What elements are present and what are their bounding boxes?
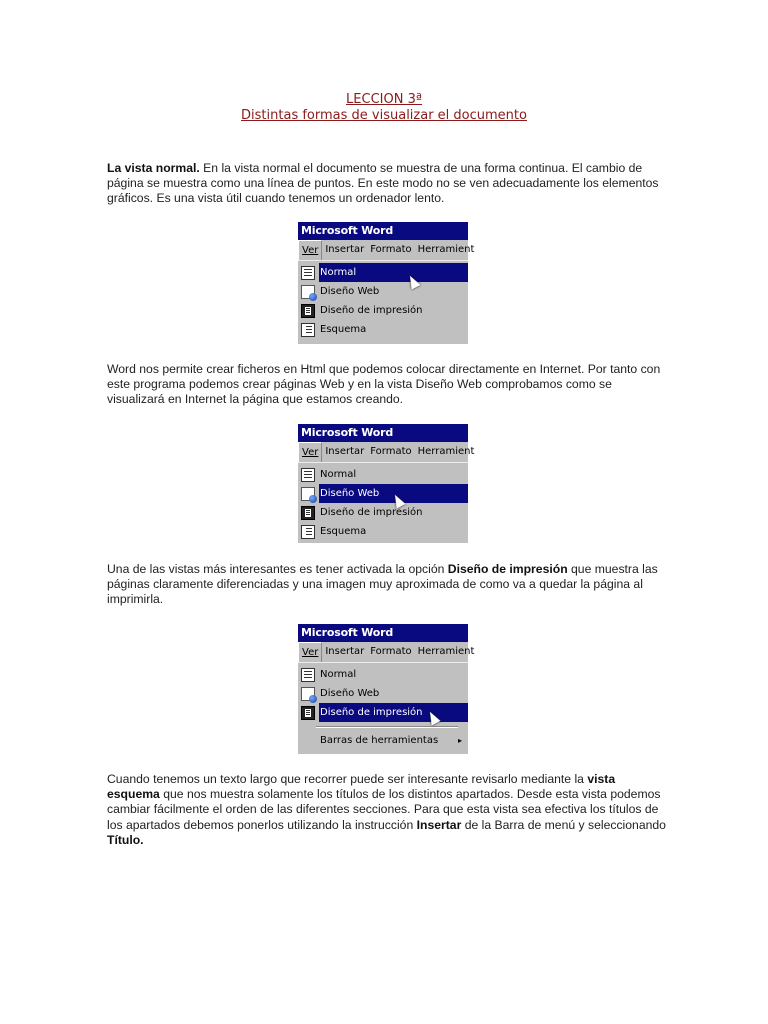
bold-term: vista esquema [107, 772, 616, 802]
bold-term: Título. [107, 832, 144, 847]
menu-formato: Formato [370, 646, 412, 657]
menu-formato: Formato [370, 244, 412, 255]
print-layout-icon [301, 506, 315, 520]
menu-item-normal: Normal [298, 465, 468, 484]
menu-item-esquema: Esquema [298, 522, 468, 541]
menu-insertar: Insertar [325, 446, 365, 457]
menu-item-diseno-web: Diseño Web [298, 282, 468, 301]
menu-bar [298, 240, 475, 261]
bold-term: Diseño de impresión [447, 562, 568, 576]
menu-ver: Ver [298, 642, 322, 662]
menu-ver: Ver [298, 240, 322, 260]
submenu-arrow-icon: ▸ [457, 736, 462, 745]
outline-view-icon [301, 323, 315, 337]
menu-herramientas: Herramient [417, 244, 475, 255]
menu-formato: Formato [370, 446, 412, 457]
normal-view-icon [301, 266, 315, 280]
menu-bar [298, 642, 475, 663]
menu-item-diseno-web: Diseño Web [298, 484, 468, 503]
menu-insertar: Insertar [325, 244, 365, 255]
menu-item-diseno-web: Diseño Web [298, 684, 468, 703]
lesson-header [0, 92, 768, 124]
word-menu-screenshot-web [298, 424, 475, 543]
word-menu-screenshot-print [298, 624, 475, 754]
menu-herramientas: Herramient [417, 646, 475, 657]
paragraph-text: de la Barra de menú y seleccionando [461, 817, 666, 832]
paragraph-text: que muestra las páginas claramente diferenciadas y una imagen muy aproximada de como va a quedar la página al imprimirla. [107, 562, 658, 607]
paragraph-outline-view [107, 772, 667, 848]
paragraph-normal-view [107, 161, 667, 207]
window-title: Microsoft Word [298, 222, 468, 240]
web-layout-icon [301, 285, 315, 299]
normal-view-icon [301, 468, 315, 482]
menu-item-barras-herramientas: Barras de herramientas ▸ [298, 731, 468, 750]
menu-separator [298, 722, 468, 731]
window-title: Microsoft Word [298, 424, 468, 442]
word-menu-screenshot-normal [298, 222, 475, 344]
menu-item-normal: Normal [298, 263, 468, 282]
view-menu [298, 261, 468, 339]
paragraph-text: En la vista normal el documento se muestra de una forma continua. El cambio de página se muestra como una línea de puntos. En este modo no se ven adecuadamente los elementos gráficos. Es una vista útil cuando tenemos un ordenador lento. [107, 161, 659, 206]
bold-lead: La vista normal. [107, 161, 200, 175]
lesson-subtitle: Distintas formas de visualizar el documento [241, 108, 527, 123]
paragraph-web-view [107, 362, 667, 408]
paragraph-print-view [107, 562, 667, 608]
menu-ver: Ver [298, 442, 322, 462]
window-title: Microsoft Word [298, 624, 468, 642]
menu-item-diseno-impresion: Diseño de impresión [298, 503, 468, 522]
menu-item-diseno-impresion: Diseño de impresión [298, 301, 468, 320]
lesson-number: LECCION 3ª [346, 92, 422, 107]
normal-view-icon [301, 668, 315, 682]
bold-term: Insertar [416, 817, 462, 832]
paragraph-text: Una de las vistas más interesantes es tener activada la opción [107, 562, 448, 576]
print-layout-icon [301, 706, 315, 720]
web-layout-icon [301, 687, 315, 701]
view-menu [298, 663, 468, 750]
web-layout-icon [301, 487, 315, 501]
paragraph-text: Word nos permite crear ficheros en Html que podemos colocar directamente en Internet. Por tanto con este programa podemos crear páginas Web y en la vista Diseño Web comprobamos como se visualizará en Internet la página que estamos creando. [107, 362, 661, 407]
view-menu [298, 463, 468, 541]
menu-herramientas: Herramient [417, 446, 475, 457]
menu-bar [298, 442, 475, 463]
menu-item-esquema: Esquema [298, 320, 468, 339]
menu-insertar: Insertar [325, 646, 365, 657]
paragraph-text: que nos muestra solamente los títulos de los distintos apartados. Desde esta vista podemos cambiar fácilmente el orden de las diferentes secciones. Para que esta vista sea efectiva los títulos de los apartados debemos ponerlos utilizando la instrucción [107, 787, 661, 832]
menu-item-normal: Normal [298, 665, 468, 684]
paragraph-text: Cuando tenemos un texto largo que recorrer puede ser interesante revisarlo mediante la [107, 772, 588, 786]
menu-item-diseno-impresion: Diseño de impresión [298, 703, 468, 722]
print-layout-icon [301, 304, 315, 318]
outline-view-icon [301, 525, 315, 539]
